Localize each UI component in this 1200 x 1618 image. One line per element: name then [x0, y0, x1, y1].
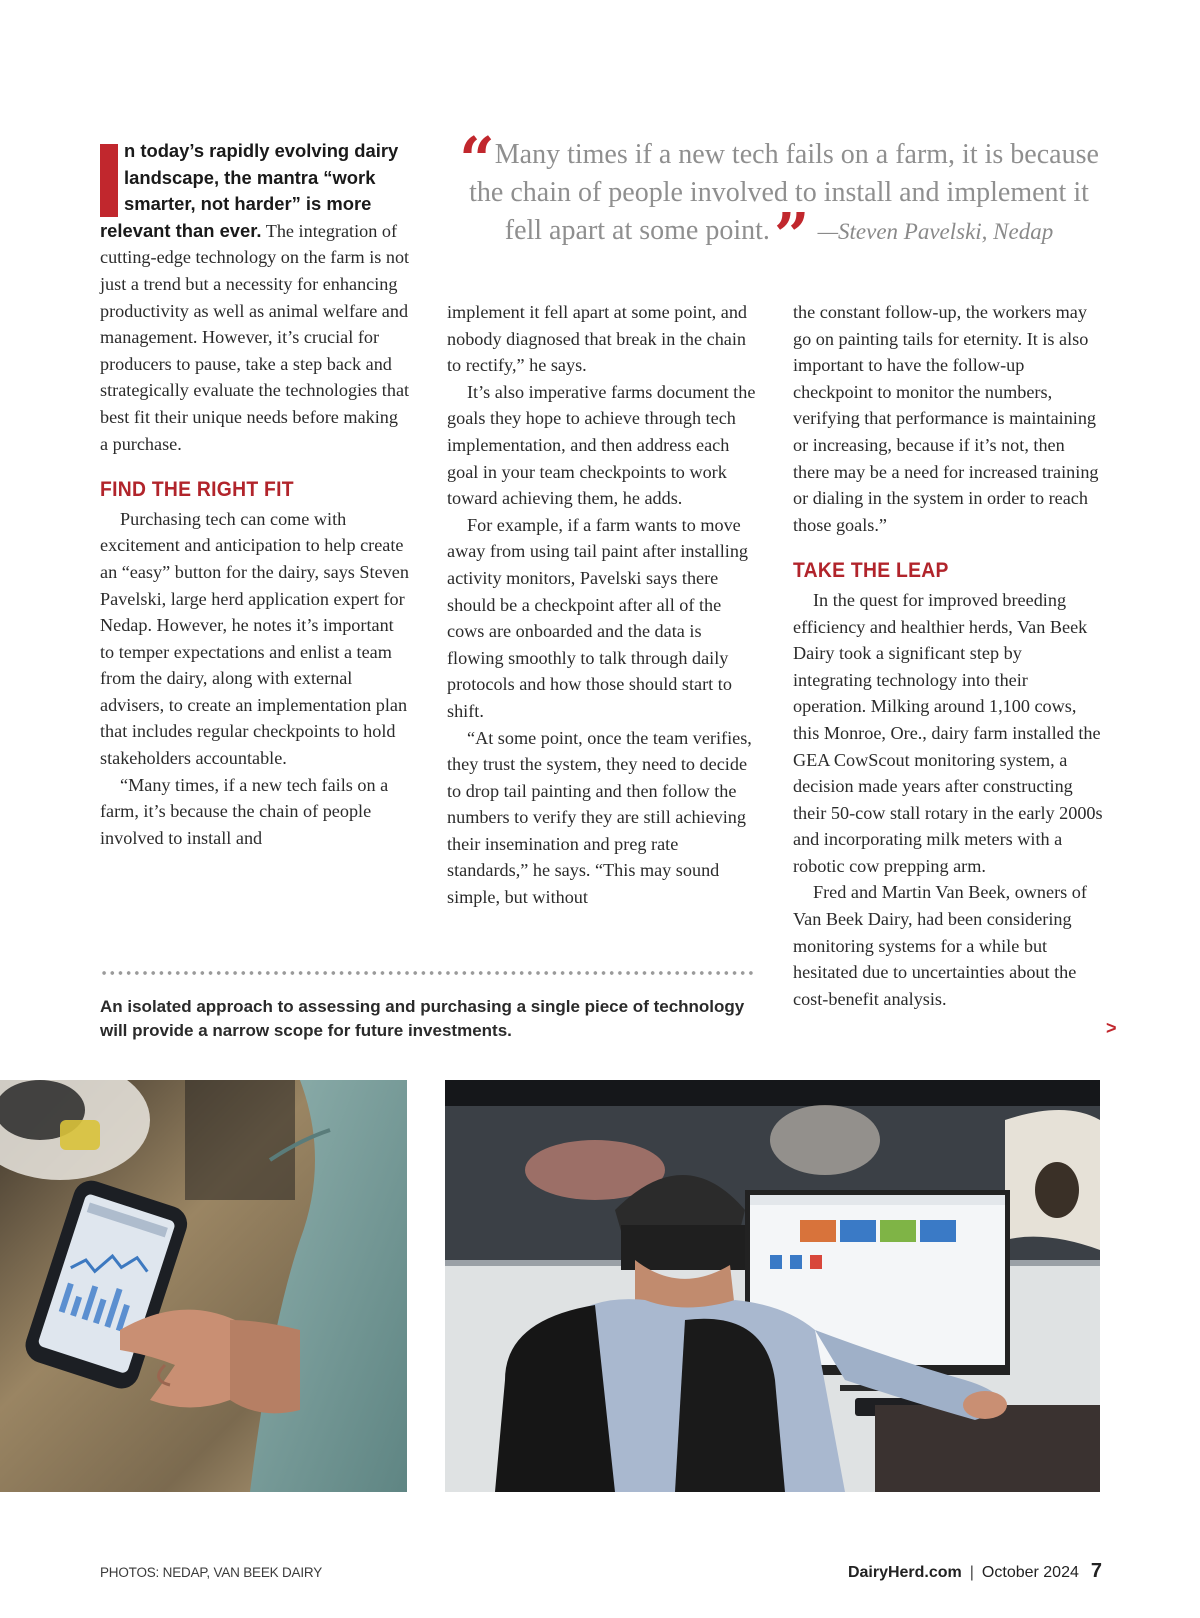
body-paragraph: In the quest for improved breeding efficiency and healthier herds, Van Beek Dairy took a significant step by integrating technology into their operation. Milking around 1,100 cows, this Monroe, Ore., dairy farm installed the GEA CowScout monitoring system, a decision made years after constructing their 50-cow stall rotary in the early 2000s and incorporating milk meters with a robotic cow prepping arm. — [793, 589, 1103, 876]
subhead-find-the-right-fit: FIND THE RIGHT FIT — [100, 478, 294, 502]
close-quote-mark: ” — [773, 199, 810, 272]
pull-quote — [454, 123, 1104, 272]
body-paragraph: “At some point, once the team verifies, they trust the system, they need to decide to drop tail painting and then follow the numbers to verify they are still achieving their insemination and preg rate standards,” he says. “This may sound simple, but without — [447, 727, 752, 908]
body-paragraph: the constant follow-up, the workers may go on painting tails for eternity. It is also important to have the follow-up checkpoint to monitor the numbers, verifying that performance is maintaining or increasing, because if it’s not, then there may be a need for increased training or dialing in the system in order to reach those goals.” — [793, 302, 1099, 535]
body-paragraph: “Many times, if a new tech fails on a farm, it’s because the chain of people involved to install and — [100, 774, 389, 848]
lede-bold-text: n today’s rapidly evolving dairy landscape, the mantra “work smarter, not harder” is more relevant than ever. — [100, 140, 399, 241]
photo-phone-in-hand — [0, 1080, 407, 1492]
drop-cap — [100, 144, 118, 217]
open-quote-mark: “ — [459, 123, 495, 196]
lede-body-text: The integration of cutting-edge technology on the farm is not just a trend but a necessity for enhancing productivity as well as animal welfare and management. However, it’s crucial for producers to pause, take a step back and strategically evaluate the technologies that best fit their unique needs before making a purchase. — [100, 220, 410, 454]
article-column-2 — [447, 299, 757, 911]
photo-caption: An isolated approach to assessing and purchasing a single piece of technology will provide a narrow scope for future investments. — [100, 997, 745, 1040]
page-number: 7 — [1090, 1560, 1102, 1582]
footer-separator: | — [969, 1564, 974, 1581]
issue-date: October 2024 — [981, 1564, 1079, 1581]
body-paragraph: implement it fell apart at some point, and nobody diagnosed that break in the chain to rectify,” he says. — [447, 302, 748, 376]
pull-quote-attribution: —Steven Pavelski, Nedap — [817, 219, 1054, 244]
body-paragraph: Purchasing tech can come with excitement and anticipation to help create an “easy” button for the dairy, says Steven Pavelski, large herd application expert for Nedap. However, he notes it’s important to temper expectations and enlist a team from the dairy, along with external advisers, to create an implementation plan that includes regular checkpoints to hold stakeholders accountable. — [100, 508, 409, 769]
photo-man-at-computer — [445, 1080, 1100, 1492]
photo-credit: PHOTOS: NEDAP, VAN BEEK DAIRY — [100, 1565, 323, 1580]
website-name[interactable]: DairyHerd.com — [847, 1564, 962, 1581]
subhead-take-the-leap: TAKE THE LEAP — [793, 559, 949, 583]
pull-quote-text: Many times if a new tech fails on a farm, it is because the chain of people involved to install and implement it fell apart at some point. — [469, 139, 1099, 246]
article-column-1 — [100, 138, 410, 851]
dotted-divider — [100, 970, 755, 976]
lede-paragraph — [100, 138, 410, 457]
article-column-3 — [793, 299, 1103, 1012]
body-paragraph: Fred and Martin Van Beek, owners of Van Beek Dairy, had been considering monitoring systems for a while but hesitated due to uncertainties about the cost-benefit analysis. — [793, 882, 1087, 1009]
page-footer — [848, 1560, 1102, 1583]
body-paragraph: It’s also imperative farms document the goals they hope to achieve through tech implementation, and then address each goal in your team checkpoints to work toward achieving them, he adds. — [447, 381, 756, 509]
phone-photo-illustration — [0, 1080, 407, 1492]
body-paragraph: For example, if a farm wants to move away from using tail paint after installing activity monitors, Pavelski says there should be a checkpoint after all of the cows are onboarded and the data is flowing smoothly to talk through daily protocols and how those should start to shift. — [447, 514, 749, 721]
computer-photo-illustration — [445, 1080, 1100, 1492]
continue-arrow-icon[interactable]: > — [1106, 1018, 1117, 1038]
